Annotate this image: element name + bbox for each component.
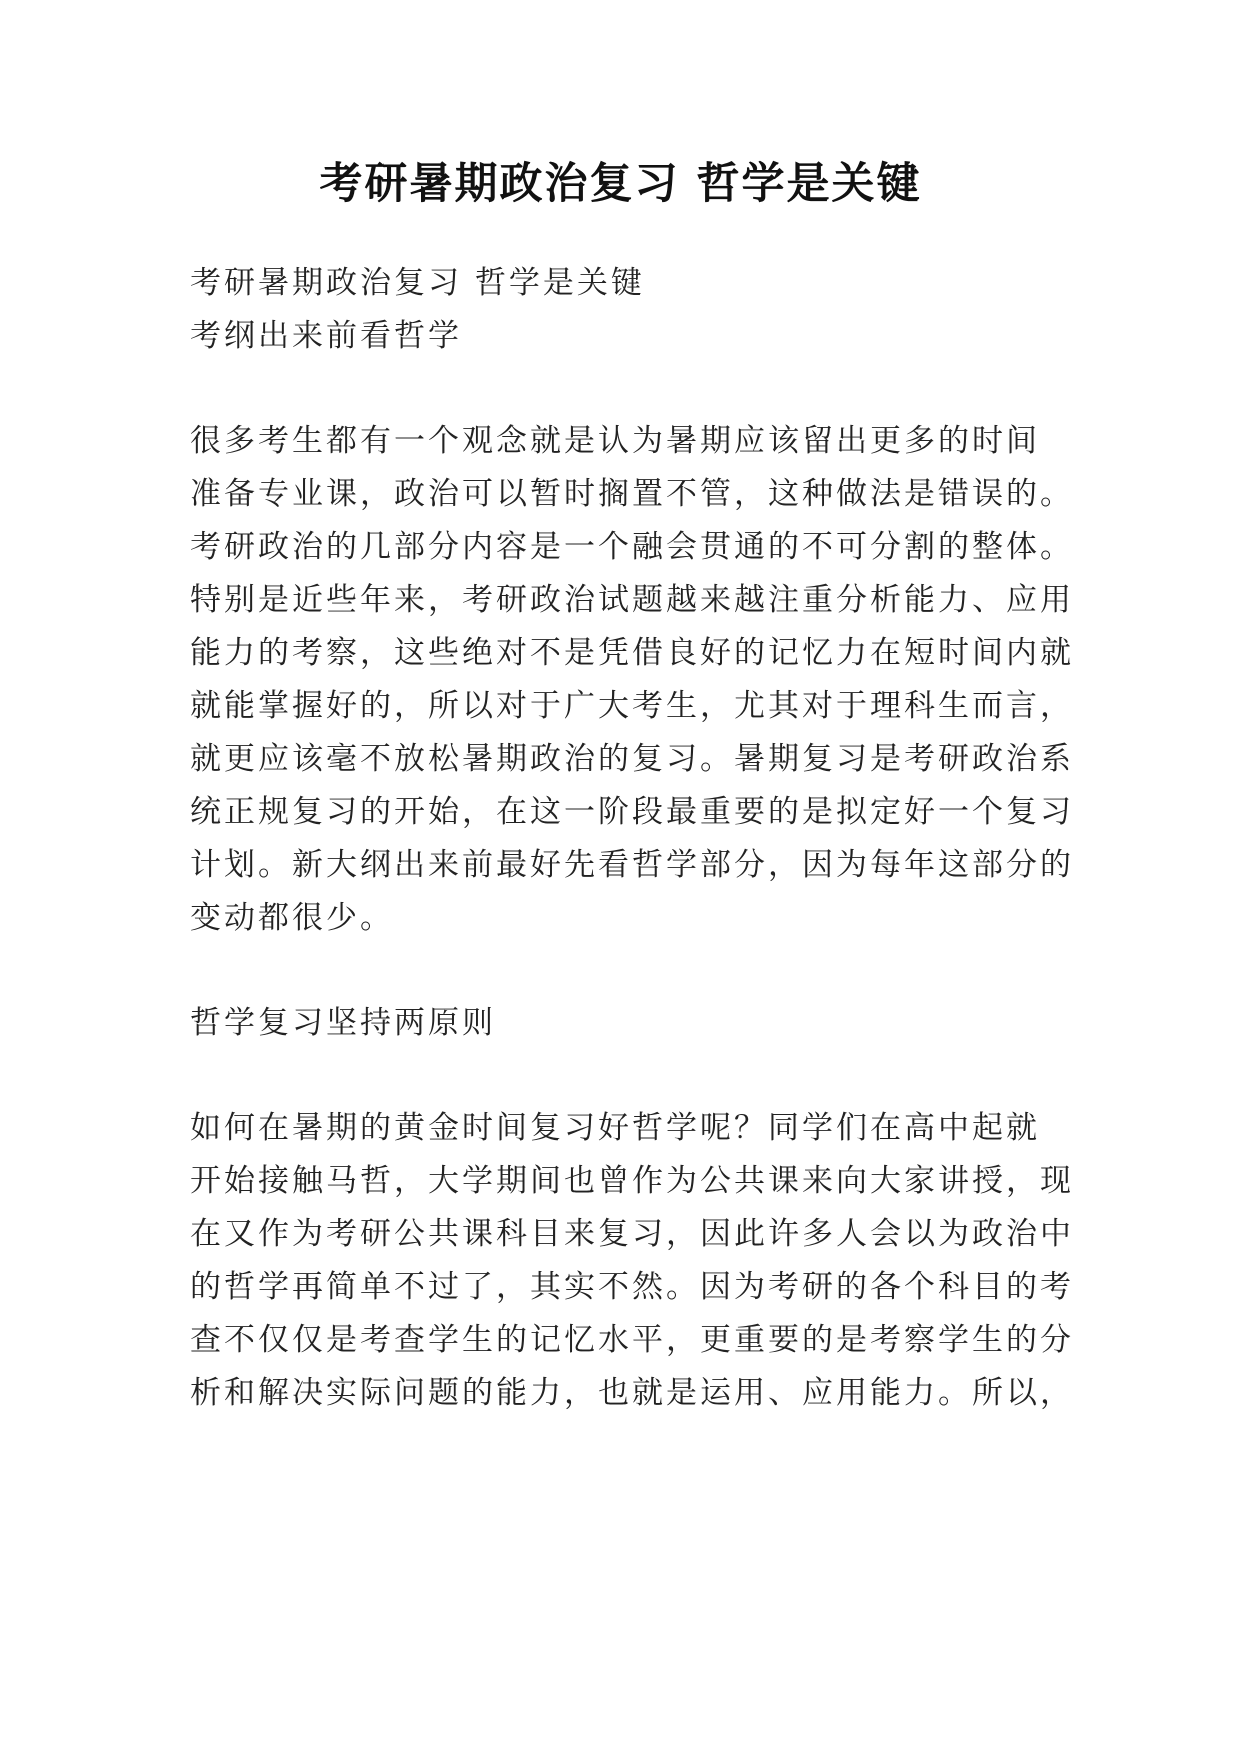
paragraph-line: 特别是近些年来，考研政治试题越来越注重分析能力、应用 xyxy=(190,582,1074,618)
paragraph-line: 就更应该毫不放松暑期政治的复习。暑期复习是考研政治系 xyxy=(190,741,1074,777)
section-heading: 哲学复习坚持两原则 xyxy=(190,1005,496,1041)
paragraph-line: 析和解决实际问题的能力，也就是运用、应用能力。所以， xyxy=(190,1375,1074,1411)
paragraph-line: 能力的考察，这些绝对不是凭借良好的记忆力在短时间内就 xyxy=(190,635,1074,671)
paragraph-line: 开始接触马哲，大学期间也曾作为公共课来向大家讲授，现 xyxy=(190,1163,1074,1199)
paragraph-line: 准备专业课，政治可以暂时搁置不管，这种做法是错误的。 xyxy=(190,476,1074,512)
paragraph-line: 就能掌握好的，所以对于广大考生，尤其对于理科生而言， xyxy=(190,688,1074,724)
document-title: 考研暑期政治复习 哲学是关键 xyxy=(319,159,922,209)
paragraph-line: 变动都很少。 xyxy=(190,900,394,936)
paragraph-line: 考研政治的几部分内容是一个融会贯通的不可分割的整体。 xyxy=(190,529,1074,565)
subtitle-line: 考研暑期政治复习 哲学是关键 xyxy=(190,265,645,301)
paragraph-line: 在又作为考研公共课科目来复习，因此许多人会以为政治中 xyxy=(190,1216,1074,1252)
subtitle-line: 考纲出来前看哲学 xyxy=(190,318,462,354)
paragraph-line: 计划。新大纲出来前最好先看哲学部分，因为每年这部分的 xyxy=(190,847,1074,883)
paragraph-line: 很多考生都有一个观念就是认为暑期应该留出更多的时间 xyxy=(190,423,1040,459)
paragraph-line: 查不仅仅是考查学生的记忆水平，更重要的是考察学生的分 xyxy=(190,1322,1074,1358)
paragraph-line: 统正规复习的开始，在这一阶段最重要的是拟定好一个复习 xyxy=(190,794,1074,830)
paragraph-line: 如何在暑期的黄金时间复习好哲学呢？同学们在高中起就 xyxy=(190,1110,1040,1146)
paragraph-line: 的哲学再简单不过了，其实不然。因为考研的各个科目的考 xyxy=(190,1269,1074,1305)
